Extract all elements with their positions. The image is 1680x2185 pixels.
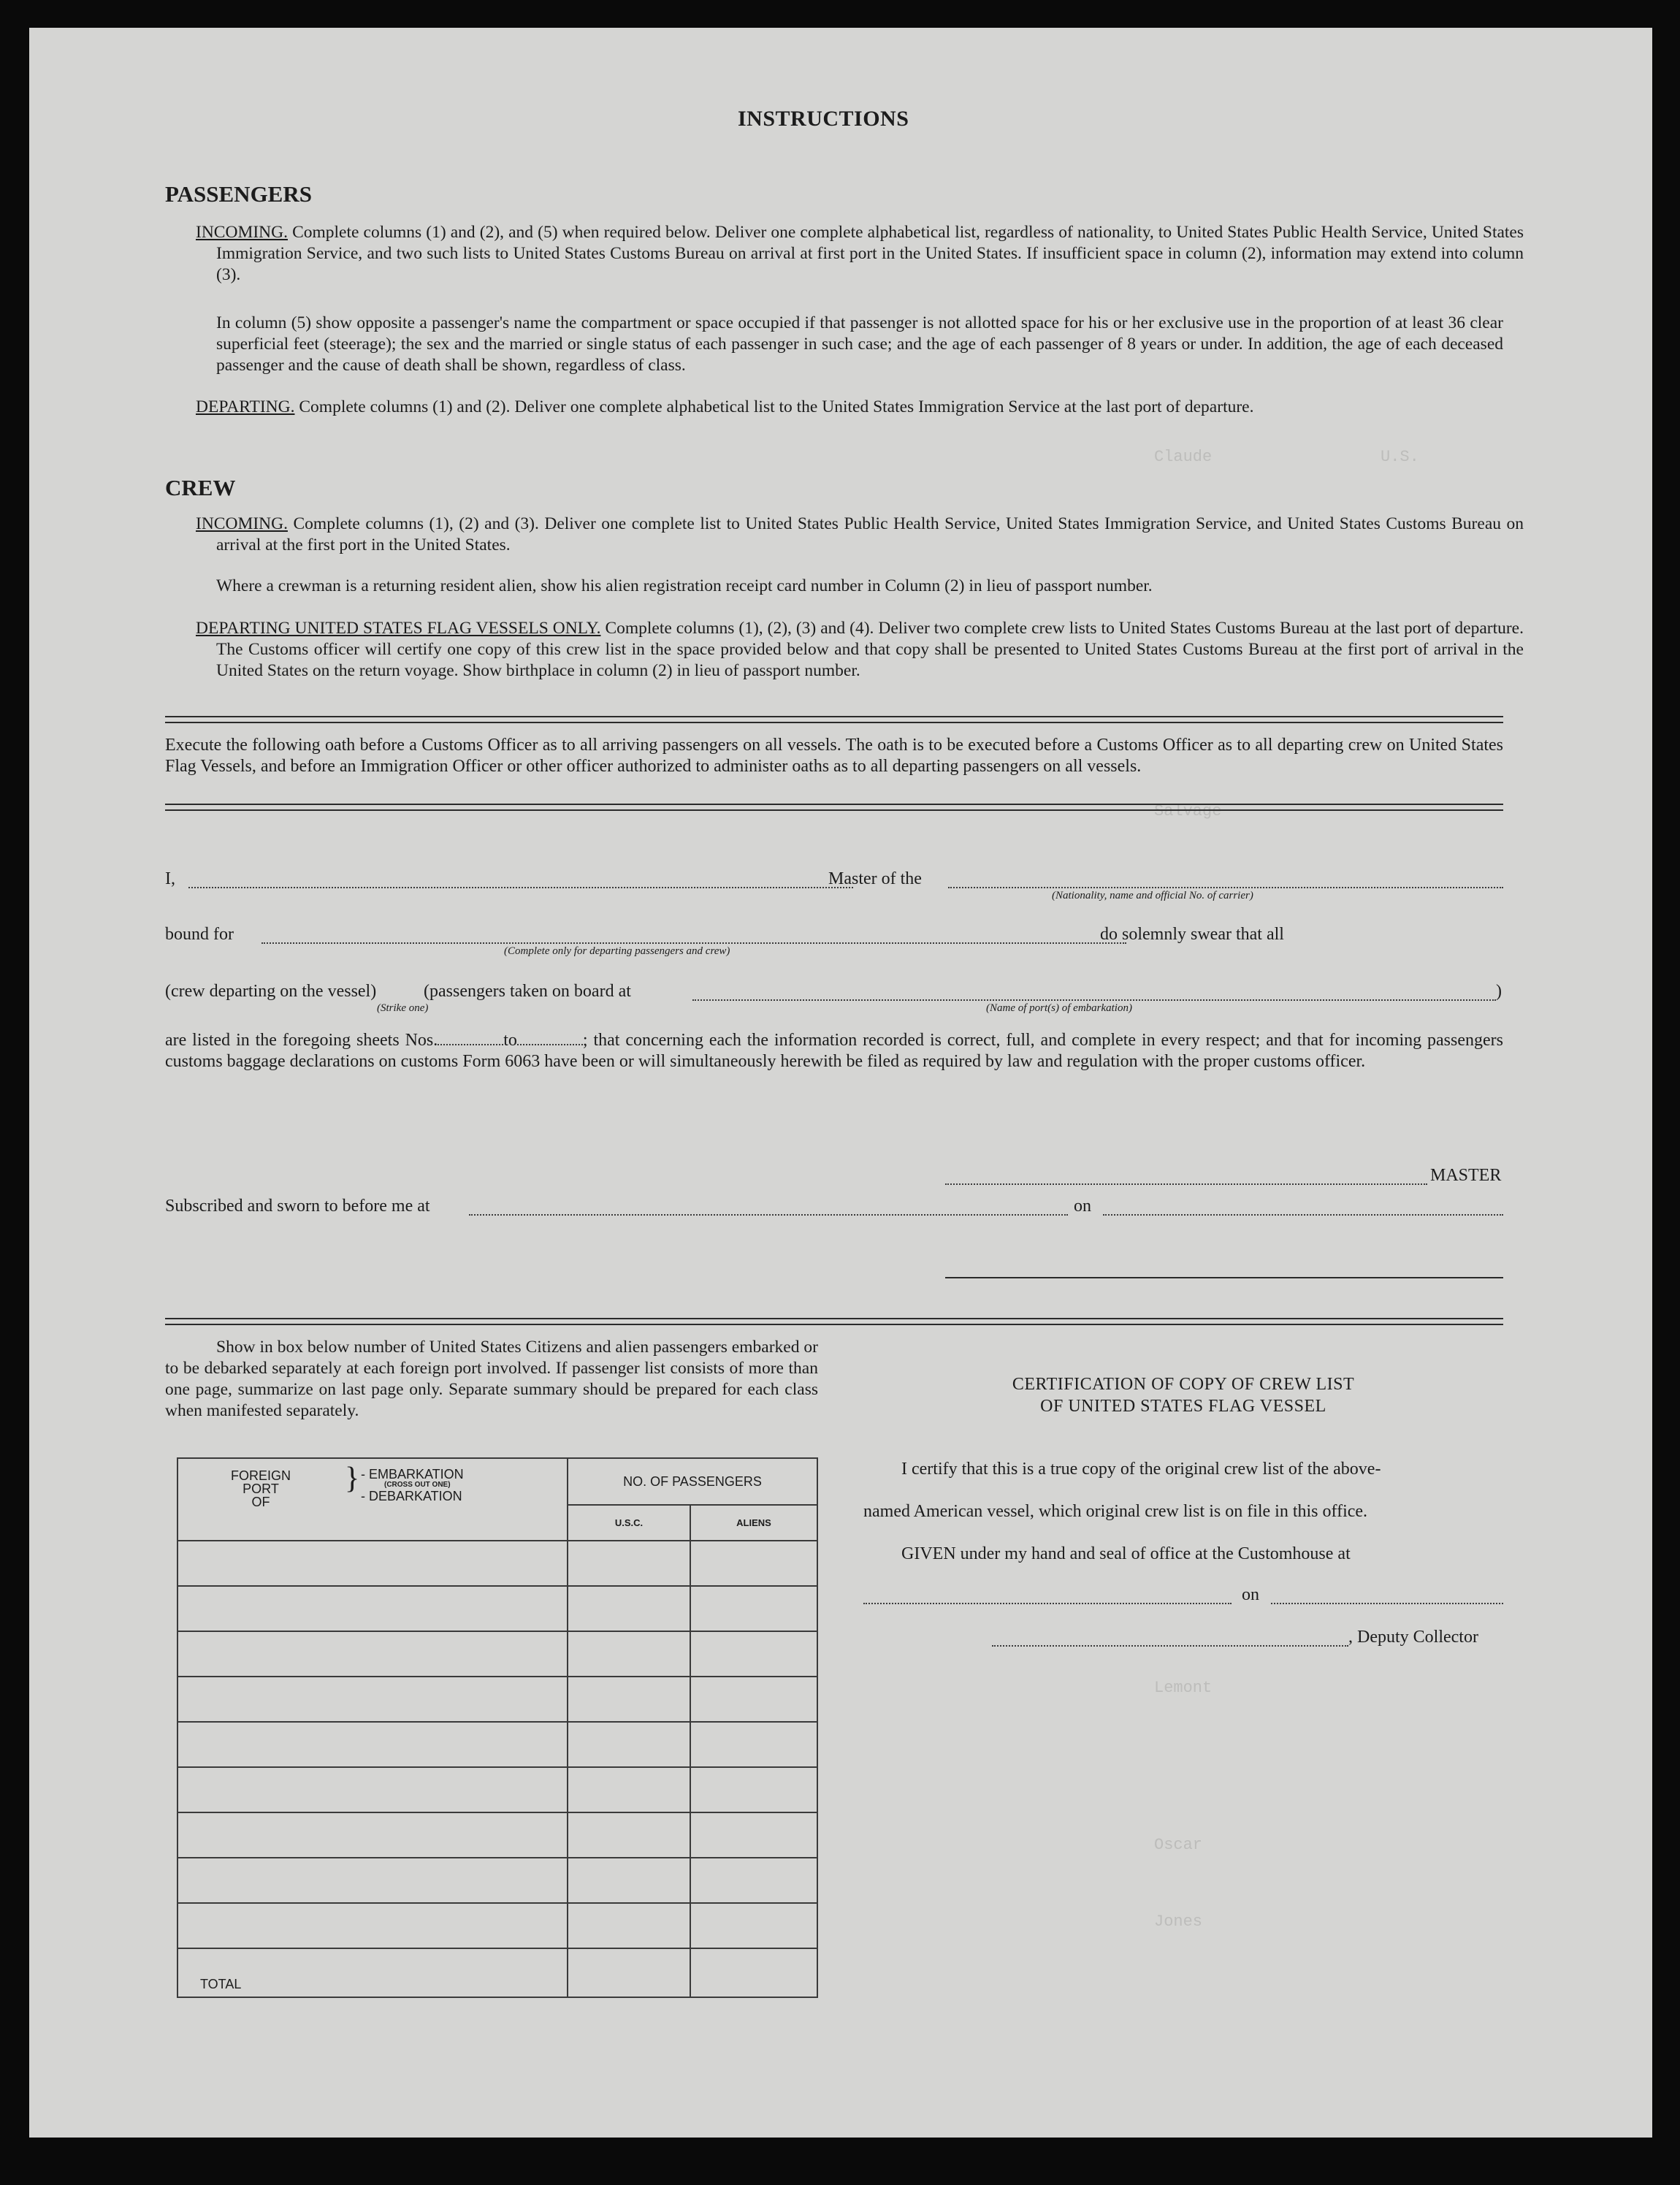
- port-cell[interactable]: [177, 1858, 568, 1903]
- usc-cell[interactable]: [568, 1858, 690, 1903]
- deputy-signature-field[interactable]: [992, 1645, 1348, 1647]
- usc-cell[interactable]: [568, 1541, 690, 1586]
- certification-title-line1: CERTIFICATION OF COPY OF CREW LIST: [1012, 1375, 1355, 1394]
- oath-i-label: I,: [165, 869, 175, 888]
- divider: [165, 722, 1503, 723]
- aliens-cell[interactable]: [690, 1631, 817, 1677]
- bound-for-field[interactable]: [261, 942, 1126, 944]
- swear-label: do solemnly swear that all: [1100, 925, 1284, 944]
- bleed-through-text: Salvage: [1154, 802, 1222, 820]
- sworn-on-field[interactable]: [1103, 1214, 1503, 1216]
- aliens-cell[interactable]: [690, 1541, 817, 1586]
- form-page: [29, 28, 1652, 2138]
- listed-prefix: are listed in the foregoing sheets Nos.: [165, 1031, 438, 1050]
- brace-icon: }: [345, 1462, 360, 1495]
- usc-header: U.S.C.: [568, 1505, 690, 1541]
- of-word: OF: [251, 1495, 270, 1509]
- strike-one-note: (Strike one): [377, 1002, 429, 1014]
- departing-lead: DEPARTING.: [196, 397, 295, 416]
- no-passengers-header: NO. OF PASSENGERS: [568, 1458, 817, 1505]
- cert-on-label: on: [1242, 1585, 1259, 1604]
- oath-intro: Execute the following oath before a Customs Officer as to all arriving passengers on all vessels. The oath is to be executed before a Customs Officer as to all departing crew on United States Flag Vessels, and before an Immigration Officer or other officer authorized to administer oaths as to all departing passengers on all vessels.: [165, 736, 1503, 776]
- certify-line2: named American vessel, which original crew list is on file in this office.: [863, 1502, 1368, 1521]
- usc-cell[interactable]: [568, 1722, 690, 1767]
- usc-cell[interactable]: [568, 1767, 690, 1812]
- bound-for-label: bound for: [165, 925, 234, 944]
- crew-departing-text: Complete columns (1), (2), (3) and (4). Deliver two complete crew lists to United States Customs Bureau at the last port of departure. The Customs officer will certify one copy of this crew list in the space provided below and that copy shall be presented to United States Customs Bureau at the first port of arrival in the United States on the return voyage. Show birthplace in column (2) in lieu of passport number.: [216, 619, 1524, 680]
- certification-title: [833, 1373, 1534, 1417]
- incoming-lead: INCOMING.: [196, 223, 288, 242]
- aliens-header: ALIENS: [690, 1505, 817, 1541]
- usc-cell[interactable]: [568, 1677, 690, 1722]
- aliens-cell[interactable]: [690, 1903, 817, 1948]
- passengers-departing: [196, 397, 1524, 418]
- bleed-through-text: Jones: [1154, 1913, 1203, 1931]
- oath-listed: [165, 1030, 1503, 1072]
- total-label: TOTAL: [177, 1948, 568, 1997]
- usc-cell[interactable]: [568, 1586, 690, 1631]
- aliens-cell[interactable]: [690, 1722, 817, 1767]
- certify-line1: I certify that this is a true copy of the original crew list of the above-: [901, 1460, 1381, 1479]
- passengers-taken-option: (passengers taken on board at: [424, 982, 631, 1001]
- port-cell[interactable]: [177, 1677, 568, 1722]
- crew-incoming: [196, 514, 1524, 556]
- port-cell[interactable]: [177, 1631, 568, 1677]
- aliens-total-cell[interactable]: [690, 1948, 817, 1997]
- divider: [165, 809, 1503, 811]
- bleed-through-text: Oscar: [1154, 1836, 1203, 1854]
- foreign-port-of-label: [231, 1469, 291, 1509]
- aliens-cell[interactable]: [690, 1858, 817, 1903]
- crew-incoming-text: Complete columns (1), (2) and (3). Deliver one complete list to United States Public Health Service, United States Immigration Service, and United States Customs Bureau on arrival at the first port in the United States.: [216, 514, 1524, 554]
- nationality-note: (Nationality, name and official No. of carrier): [1052, 890, 1253, 901]
- sworn-on-label: on: [1074, 1197, 1091, 1216]
- passengers-incoming: [196, 222, 1524, 286]
- port-header-cell: [177, 1458, 568, 1541]
- port-cell[interactable]: [177, 1541, 568, 1586]
- listed-suffix: ; that concerning each the information recorded is correct, full, and complete in every respect; and that for incoming passengers customs baggage declarations on customs Form 6063 have been or will simultaneously herewith be filed as required by law and regulation with the proper customs officer.: [165, 1031, 1503, 1071]
- passengers-heading: PASSENGERS: [165, 181, 312, 207]
- given-line: GIVEN under my hand and seal of office at the Customhouse at: [901, 1544, 1351, 1563]
- passengers-column5: In column (5) show opposite a passenger's name the compartment or space occupied if that passenger is not allotted space for his or her exclusive use in the proportion of at least 36 clear superficial feet (steerage); the sex and the married or single status of each passenger in such case; and the age of each passenger of 8 years or under. In addition, the age of each deceased passenger and the cause of death shall be shown, regardless of class.: [216, 313, 1503, 375]
- divider: [165, 1324, 1503, 1325]
- cross-out-note: (CROSS OUT ONE): [384, 1481, 451, 1489]
- passenger-summary-table: [177, 1457, 818, 1998]
- port-cell[interactable]: [177, 1767, 568, 1812]
- sworn-at-field[interactable]: [469, 1214, 1068, 1216]
- listed-to: to: [503, 1031, 517, 1050]
- cert-date-field[interactable]: [1271, 1603, 1503, 1604]
- crew-departing-option: (crew departing on the vessel): [165, 982, 377, 1001]
- complete-note: (Complete only for departing passengers and crew): [504, 945, 730, 957]
- master-signature-field[interactable]: [945, 1183, 1427, 1185]
- usc-cell[interactable]: [568, 1903, 690, 1948]
- port-cell[interactable]: [177, 1812, 568, 1858]
- close-paren: ): [1496, 982, 1502, 1001]
- bleed-through-text: Claude: [1154, 448, 1213, 466]
- aliens-cell[interactable]: [690, 1767, 817, 1812]
- bleed-through-text: U.S.: [1381, 448, 1419, 466]
- summary-intro-text: Show in box below number of United States Citizens and alien passengers embarked or to be debarked separately at each foreign port involved. If passenger list consists of more than one page, summarize on last page only. Separate summary should be prepared for each class when manifested separately.: [165, 1338, 818, 1420]
- master-of-label: Master of the: [828, 869, 922, 888]
- port-note: (Name of port(s) of embarkation): [986, 1002, 1132, 1014]
- usc-total-cell[interactable]: [568, 1948, 690, 1997]
- aliens-cell[interactable]: [690, 1677, 817, 1722]
- port-word: PORT: [243, 1482, 279, 1496]
- sheet-to-field[interactable]: [517, 1031, 583, 1045]
- crew-departing-lead: DEPARTING UNITED STATES FLAG VESSELS ONLY.: [196, 619, 601, 638]
- divider: [165, 716, 1503, 717]
- incoming-text: Complete columns (1) and (2), and (5) when required below. Deliver one complete alphabetical list, regardless of nationality, to United States Public Health Service, United States Immigration Service, and two such lists to United States Customs Bureau on arrival at first port in the United States. If insufficient space in column (2), information may extend into column (3).: [216, 223, 1524, 284]
- usc-cell[interactable]: [568, 1812, 690, 1858]
- debarkation-label: - DEBARKATION: [361, 1489, 462, 1503]
- master-label: MASTER: [1430, 1166, 1502, 1185]
- crew-departing: [196, 618, 1524, 682]
- officer-signature-field[interactable]: [945, 1277, 1503, 1278]
- foreign-word: FOREIGN: [231, 1468, 291, 1483]
- customhouse-field[interactable]: [863, 1603, 1232, 1604]
- embarkation-port-field[interactable]: [692, 999, 1496, 1001]
- crew-incoming-lead: INCOMING.: [196, 514, 288, 533]
- port-cell[interactable]: [177, 1903, 568, 1948]
- bleed-through-text: Lemont: [1154, 1679, 1213, 1697]
- crew-heading: CREW: [165, 475, 236, 500]
- departing-text: Complete columns (1) and (2). Deliver one complete alphabetical list to the United States Immigration Service at the last port of departure.: [299, 397, 1254, 416]
- subscribed-label: Subscribed and sworn to before me at: [165, 1197, 430, 1216]
- carrier-field[interactable]: [948, 887, 1503, 888]
- aliens-cell[interactable]: [690, 1812, 817, 1858]
- page-title: INSTRUCTIONS: [738, 107, 909, 131]
- summary-intro: [165, 1337, 818, 1422]
- usc-cell[interactable]: [568, 1631, 690, 1677]
- master-name-field[interactable]: [188, 887, 853, 888]
- embarkation-label: - EMBARKATION: [361, 1467, 464, 1482]
- crew-resident: Where a crewman is a returning resident alien, show his alien registration receipt card number in Column (2) in lieu of passport number.: [216, 576, 1153, 595]
- certification-title-line2: OF UNITED STATES FLAG VESSEL: [1040, 1397, 1326, 1416]
- deputy-collector-label: , Deputy Collector: [1348, 1628, 1478, 1647]
- divider: [165, 804, 1503, 805]
- divider: [165, 1318, 1503, 1319]
- port-cell[interactable]: [177, 1722, 568, 1767]
- sheet-from-field[interactable]: [438, 1031, 503, 1045]
- aliens-cell[interactable]: [690, 1586, 817, 1631]
- port-cell[interactable]: [177, 1586, 568, 1631]
